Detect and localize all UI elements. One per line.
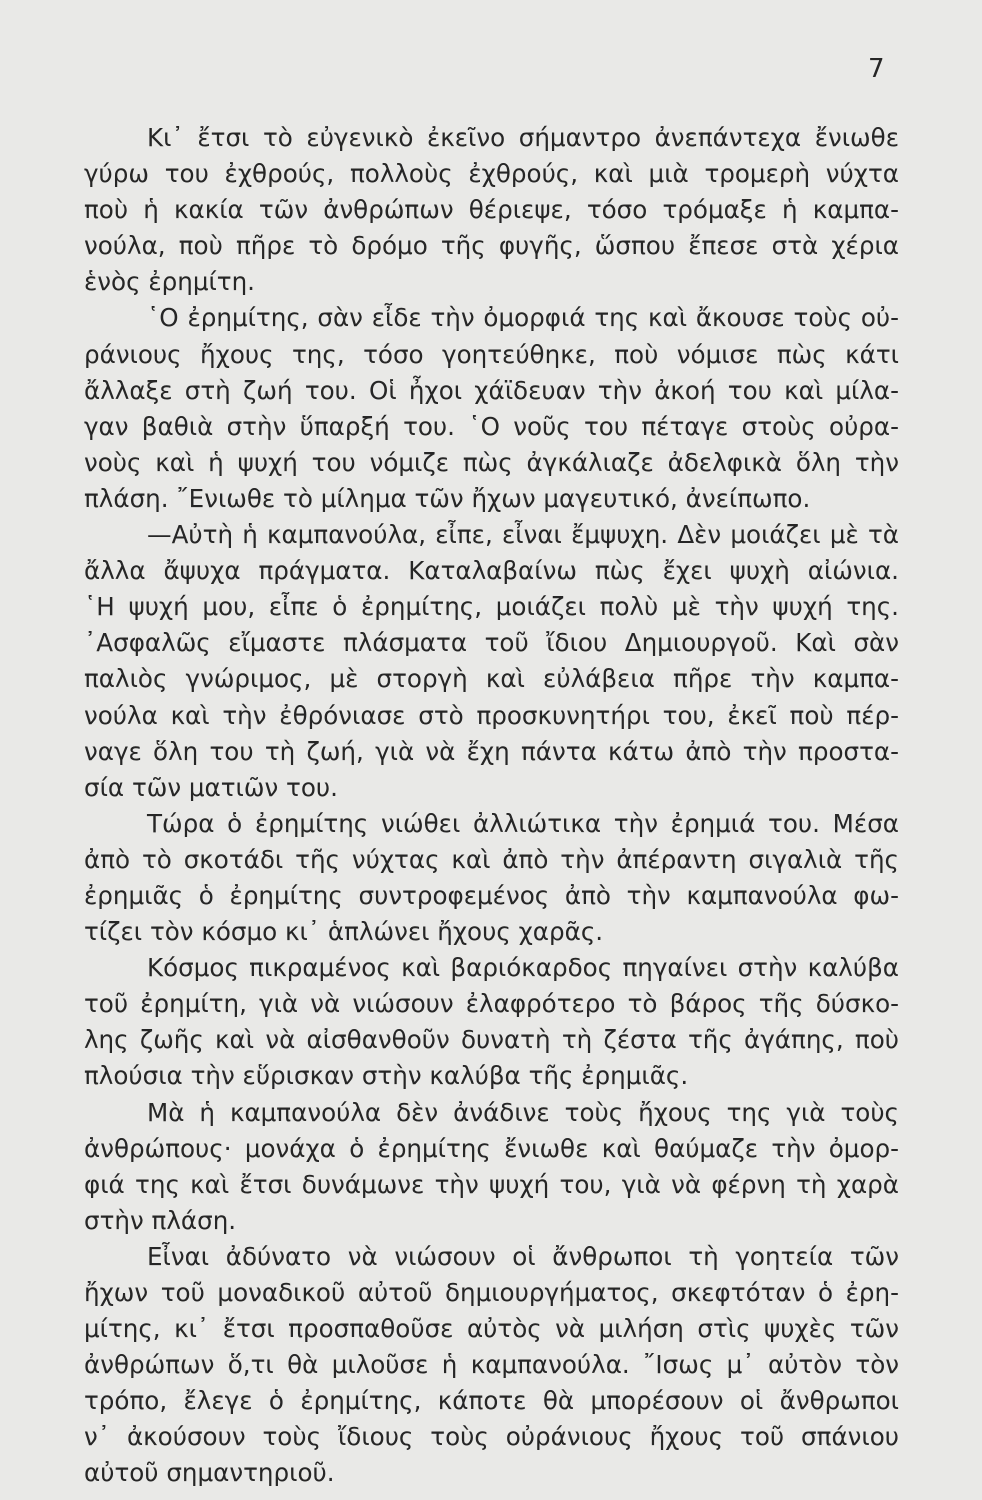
page-number: 7 <box>868 54 885 84</box>
text-line: Τώρα ὁ ἐρημίτης νιώθει ἀλλιώτικα τὴν ἐρημιά του. Μέσα <box>147 808 899 838</box>
text-line: σία τῶν ματιῶν του. <box>84 772 338 802</box>
text-line: νοὺς καὶ ἡ ψυχή του νόμιζε πὼς ἀγκάλιαζε ἀδελφικὰ ὅλη τὴν <box>84 447 899 477</box>
text-line: γύρω του ἐχθρούς, πολλοὺς ἐχθρούς, καὶ μιὰ τρομερὴ νύχτα <box>84 159 899 189</box>
text-line: μίτης, κι᾿ ἔτσι προσπαθοῦσε αὐτὸς νὰ μιλήση στὶς ψυχὲς τῶν <box>84 1314 899 1344</box>
text-line: αὐτοῦ σημαντηριοῦ. <box>84 1458 335 1488</box>
text-line: ναγε ὅλη του τὴ ζωή, γιὰ νὰ ἔχη πάντα κάτω ἀπὸ τὴν προστα- <box>84 736 899 766</box>
text-line: στὴν πλάση. <box>84 1205 237 1235</box>
text-line: ᾿Ασφαλῶς εἴμαστε πλάσματα τοῦ ἴδιου Δημιουργοῦ. Καὶ σὰν <box>84 628 899 658</box>
text-line: Εἶναι ἀδύνατο νὰ νιώσουν οἱ ἄνθρωποι τὴ γοητεία τῶν <box>147 1241 899 1271</box>
text-line: ἀνθρώπων ὅ,τι θὰ μιλοῦσε ἡ καμπανούλα. ῎Ισως μ᾿ αὐτὸν τὸν <box>84 1350 899 1380</box>
text-line: ἄλλα ἄψυχα πράγματα. Καταλαβαίνω πὼς ἔχει ψυχὴ αἰώνια. <box>84 556 899 586</box>
text-line: ἀπὸ τὸ σκοτάδι τῆς νύχτας καὶ ἀπὸ τὴν ἀπέραντη σιγαλιὰ τῆς <box>84 844 899 874</box>
text-line: πλούσια τὴν εὕρισκαν στὴν καλύβα τῆς ἐρημιᾶς. <box>84 1061 689 1091</box>
text-line: ν᾿ ἀκούσουν τοὺς ἴδιους τοὺς οὐράνιους ἤχους τοῦ σπάνιου <box>84 1422 899 1452</box>
text-line: ἄλλαξε στὴ ζωή του. Οἱ ἦχοι χάϊδευαν τὴν ἀκοή του καὶ μίλα- <box>84 375 899 405</box>
text-line: παλιὸς γνώριμος, μὲ στοργὴ καὶ εὐλάβεια πῆρε τὴν καμπα- <box>84 664 899 694</box>
text-line: φιά της καὶ ἔτσι δυνάμωνε τὴν ψυχή του, γιὰ νὰ φέρνη τὴ χαρὰ <box>84 1169 899 1199</box>
text-line: τοῦ ἐρημίτη, γιὰ νὰ νιώσουν ἐλαφρότερο τὸ βάρος τῆς δύσκο- <box>84 989 899 1019</box>
text-line: νούλα, ποὺ πῆρε τὸ δρόμο τῆς φυγῆς, ὥσπου ἔπεσε στὰ χέρια <box>84 231 899 261</box>
text-line: Κόσμος πικραμένος καὶ βαριόκαρδος πηγαίνει στὴν καλύβα <box>147 953 899 983</box>
text-line: ποὺ ἡ κακία τῶν ἀνθρώπων θέριεψε, τόσο τρόμαξε ἡ καμπα- <box>84 195 899 225</box>
text-line: Κι᾿ ἔτσι τὸ εὐγενικὸ ἐκεῖνο σήμαντρο ἀνεπάντεχα ἔνιωθε <box>147 123 899 152</box>
text-line: πλάση. ῎Ενιωθε τὸ μίλημα τῶν ἤχων μαγευτικό, ἀνείπωπο. <box>84 483 811 513</box>
text-line: ῾Η ψυχή μου, εἶπε ὁ ἐρημίτης, μοιάζει πολὺ μὲ τὴν ψυχή της. <box>84 592 899 622</box>
text-line: γαν βαθιὰ στὴν ὕπαρξή του. ῾Ο νοῦς του πέταγε στοὺς οὐρα- <box>84 411 899 441</box>
body-text <box>84 120 899 1492</box>
text-line: τρόπο, ἔλεγε ὁ ἐρημίτης, κάποτε θὰ μπορέσουν οἱ ἄνθρωποι <box>84 1386 899 1416</box>
text-line: —Αὐτὴ ἡ καμπανούλα, εἶπε, εἶναι ἔμψυχη. Δὲν μοιάζει μὲ τὰ <box>147 520 899 550</box>
text-line: ἐρημιᾶς ὁ ἐρημίτης συντροφεμένος ἀπὸ τὴν καμπανούλα φω- <box>84 880 899 910</box>
text-line: ἑνὸς ἐρημίτη. <box>84 267 256 297</box>
text-line: τίζει τὸν κόσμο κι᾿ ἁπλώνει ἤχους χαρᾶς. <box>84 917 604 947</box>
text-line: ράνιους ἤχους της, τόσο γοητεύθηκε, ποὺ νόμισε πὼς κάτι <box>84 339 899 369</box>
text-line: ἤχων τοῦ μοναδικοῦ αὐτοῦ δημιουργήματος, σκεφτόταν ὁ ἐρη- <box>84 1278 899 1307</box>
text-line: ῾Ο ἐρημίτης, σὰν εἶδε τὴν ὀμορφιά της καὶ ἄκουσε τοὺς οὐ- <box>147 303 899 333</box>
text-line: Μὰ ἡ καμπανούλα δὲν ἀνάδινε τοὺς ἤχους της γιὰ τοὺς <box>147 1097 899 1127</box>
text-line: νούλα καὶ τὴν ἐθρόνιασε στὸ προσκυνητήρι του, ἐκεῖ ποὺ πέρ- <box>84 700 899 730</box>
text-line: λης ζωῆς καὶ νὰ αἰσθανθοῦν δυνατὴ τὴ ζέστα τῆς ἀγάπης, ποὺ <box>84 1025 899 1055</box>
text-line: ἀνθρώπους· μονάχα ὁ ἐρημίτης ἔνιωθε καὶ θαύμαζε τὴν ὀμορ- <box>84 1133 899 1163</box>
